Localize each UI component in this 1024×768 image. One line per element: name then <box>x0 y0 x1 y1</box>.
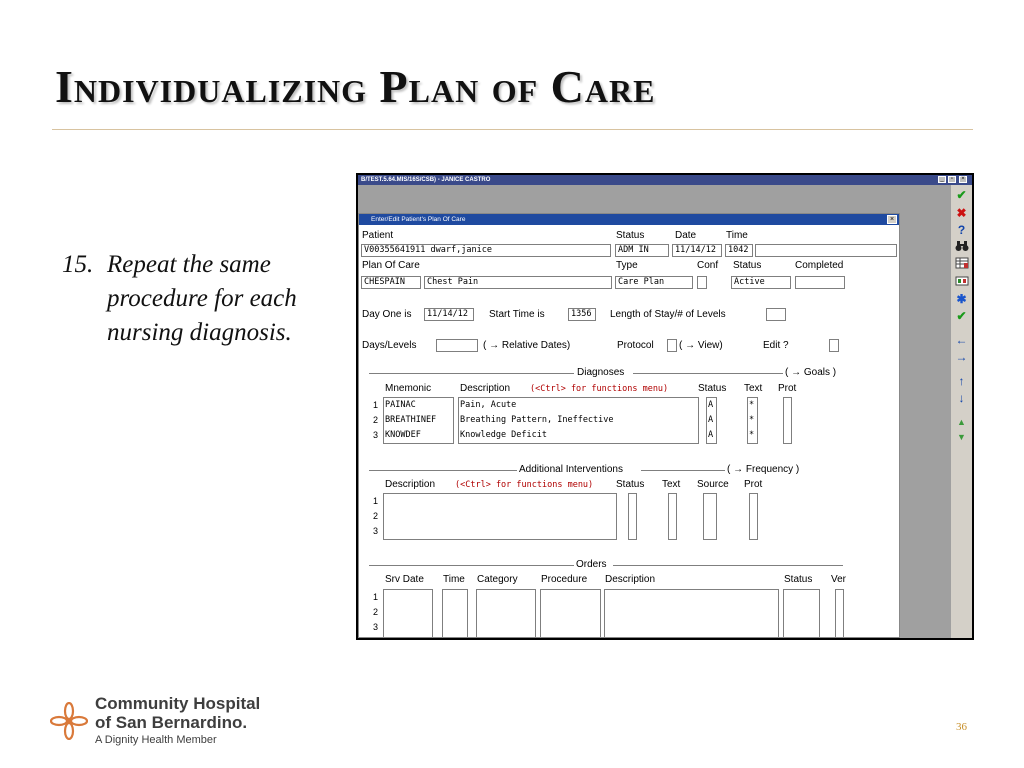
expand-down-icon[interactable]: ▼ <box>957 432 966 442</box>
app-workspace <box>358 185 951 638</box>
dx-text[interactable]: * <box>749 430 755 440</box>
interventions-ctrl-hint: (<Ctrl> for functions menu) <box>455 480 594 490</box>
int-description-column[interactable] <box>383 493 617 540</box>
int-source-header: Source <box>697 479 729 490</box>
day-one-label: Day One is <box>362 309 412 320</box>
orders-heading: Orders <box>576 559 607 570</box>
interventions-divider-left <box>369 470 517 471</box>
dx-status-header: Status <box>698 383 727 394</box>
frequency-link[interactable]: ( → Frequency ) <box>727 464 800 475</box>
time-label: Time <box>726 230 748 241</box>
category-column[interactable] <box>476 589 536 638</box>
goals-link[interactable]: ( → Goals ) <box>785 367 837 378</box>
app-screenshot <box>356 173 974 640</box>
dx-description[interactable]: Breathing Pattern, Ineffective <box>460 415 614 425</box>
edit-label: Edit ? <box>763 340 789 351</box>
int-prot-header: Prot <box>744 479 763 490</box>
plan-name-field[interactable]: Chest Pain <box>424 276 612 289</box>
start-time-field[interactable]: 1356 <box>568 308 596 321</box>
length-of-stay-field[interactable] <box>766 308 786 321</box>
diagnoses-ctrl-hint: (<Ctrl> for functions menu) <box>530 384 669 394</box>
patient-label: Patient <box>362 230 394 241</box>
dx-status[interactable]: A <box>708 415 714 425</box>
dx-text-header: Text <box>744 383 763 394</box>
dx-mnemonic[interactable]: BREATHINEF <box>385 415 437 425</box>
plan-status-field[interactable]: Active <box>731 276 791 289</box>
row-number: 3 <box>373 430 379 440</box>
ver-column[interactable] <box>835 589 844 638</box>
description-header: Description <box>460 383 511 394</box>
int-source-column[interactable] <box>703 493 717 540</box>
dx-status[interactable]: A <box>708 430 714 440</box>
plan-status-label: Status <box>733 260 762 271</box>
length-of-stay-label: Length of Stay/# of Levels <box>610 309 726 320</box>
order-description-header: Description <box>605 574 656 585</box>
logo-tagline: A Dignity Health Member <box>95 734 217 746</box>
row-number: 3 <box>373 526 379 536</box>
category-header: Category <box>477 574 518 585</box>
dx-prot-column[interactable] <box>783 397 792 444</box>
dx-text[interactable]: * <box>749 415 755 425</box>
row-number: 2 <box>373 511 379 521</box>
arrow-down-icon[interactable]: ↓ <box>958 391 965 405</box>
plan-of-care-label: Plan Of Care <box>362 260 420 271</box>
relative-dates-link[interactable]: ( → Relative Dates) <box>483 340 571 351</box>
dx-description[interactable]: Knowledge Deficit <box>460 430 547 440</box>
patient-status-field[interactable]: ADM IN <box>615 244 669 257</box>
diagnoses-heading: Diagnoses <box>577 367 625 378</box>
mnemonic-header: Mnemonic <box>385 383 432 394</box>
days-levels-label: Days/Levels <box>362 340 417 351</box>
flower-logo-icon <box>50 702 88 740</box>
order-time-header: Time <box>443 574 465 585</box>
dx-status[interactable]: A <box>708 400 714 410</box>
diagnoses-divider-left <box>369 373 574 374</box>
day-one-field[interactable]: 11/14/12 <box>424 308 474 321</box>
app-window-title: B/TEST.5.64.MIS/16S/CSB) - JANICE CASTRO <box>358 175 972 185</box>
tag-icon[interactable] <box>954 275 969 289</box>
asterisk-icon[interactable]: ✱ <box>956 292 967 306</box>
grid-icon[interactable] <box>954 257 969 271</box>
srv-date-header: Srv Date <box>385 574 424 585</box>
row-number: 3 <box>373 622 379 632</box>
completed-field[interactable] <box>795 276 845 289</box>
page-number: 36 <box>956 721 967 733</box>
dx-text[interactable]: * <box>749 400 755 410</box>
title-divider <box>52 129 973 130</box>
conf-label: Conf <box>697 260 719 271</box>
int-prot-column[interactable] <box>749 493 758 540</box>
time-extra-field[interactable] <box>755 244 897 257</box>
order-time-column[interactable] <box>442 589 468 638</box>
int-description-header: Description <box>385 479 436 490</box>
diagnoses-divider-right <box>633 373 783 374</box>
protocol-label: Protocol <box>617 340 654 351</box>
order-description-column[interactable] <box>604 589 779 638</box>
int-text-header: Text <box>662 479 681 490</box>
type-field[interactable]: Care Plan <box>615 276 693 289</box>
start-time-label: Start Time is <box>489 309 545 320</box>
arrow-right-icon[interactable]: → <box>955 350 968 364</box>
checkmark-icon[interactable]: ✔ <box>956 188 967 202</box>
time-field[interactable]: 1042 <box>725 244 753 257</box>
row-number: 2 <box>373 607 379 617</box>
status-label: Status <box>616 230 645 241</box>
dialog-close-button[interactable]: × <box>887 215 897 224</box>
protocol-field[interactable] <box>667 339 677 352</box>
type-label: Type <box>616 260 638 271</box>
dx-description[interactable]: Pain, Acute <box>460 400 517 410</box>
hospital-logo <box>50 694 290 750</box>
date-label: Date <box>675 230 697 241</box>
plan-of-care-dialog <box>358 213 900 638</box>
interventions-divider-right <box>641 470 725 471</box>
row-number: 1 <box>373 400 379 410</box>
dx-mnemonic[interactable]: KNOWDEF <box>385 430 421 440</box>
interventions-heading: Additional Interventions <box>519 464 623 475</box>
check-all-icon[interactable]: ✔ <box>956 309 967 323</box>
plan-code-field[interactable]: CHESPAIN <box>361 276 421 289</box>
srv-date-column[interactable] <box>383 589 433 638</box>
close-window-button[interactable]: × <box>959 176 967 183</box>
step-number: 15. <box>62 251 94 278</box>
edit-field[interactable] <box>829 339 839 352</box>
arrow-up-icon[interactable]: ↑ <box>958 374 965 388</box>
int-status-column[interactable] <box>628 493 637 540</box>
help-icon[interactable]: ? <box>957 223 966 237</box>
procedure-column[interactable] <box>540 589 601 638</box>
row-number: 1 <box>373 592 379 602</box>
right-toolbar <box>951 185 972 638</box>
patient-field[interactable]: V00355641911 dwarf,janice <box>361 244 611 257</box>
arrow-left-icon[interactable]: ← <box>955 333 968 347</box>
orders-divider-left <box>369 565 574 566</box>
int-status-header: Status <box>616 479 645 490</box>
orders-divider-right <box>613 565 843 566</box>
minimize-button[interactable]: _ <box>938 176 946 183</box>
logo-line-2: of San Bernardino. <box>95 713 248 732</box>
int-text-column[interactable] <box>668 493 677 540</box>
date-field[interactable]: 11/14/12 <box>672 244 722 257</box>
collapse-up-icon[interactable]: ▲ <box>957 417 966 427</box>
dialog-title: Enter/Edit Patient's Plan Of Care <box>359 214 899 225</box>
procedure-header: Procedure <box>541 574 588 585</box>
completed-label: Completed <box>795 260 844 271</box>
order-status-column[interactable] <box>783 589 820 638</box>
step-text: Repeat the same procedure for each nursing diagnosis. <box>107 251 297 346</box>
view-link[interactable]: ( → View) <box>679 340 723 351</box>
dx-mnemonic[interactable]: PAINAC <box>385 400 416 410</box>
dx-prot-header: Prot <box>778 383 797 394</box>
order-status-header: Status <box>784 574 813 585</box>
maximize-button[interactable]: ▫ <box>948 176 956 183</box>
conf-field[interactable] <box>697 276 707 289</box>
slide-title: Individualizing Plan of Care <box>55 61 656 112</box>
binoculars-icon[interactable] <box>954 240 969 254</box>
row-number: 1 <box>373 496 379 506</box>
days-levels-field[interactable] <box>436 339 478 352</box>
ver-header: Ver <box>831 574 847 585</box>
red-x-icon[interactable]: ✖ <box>956 206 967 220</box>
logo-line-1: Community Hospital <box>95 694 261 713</box>
row-number: 2 <box>373 415 379 425</box>
